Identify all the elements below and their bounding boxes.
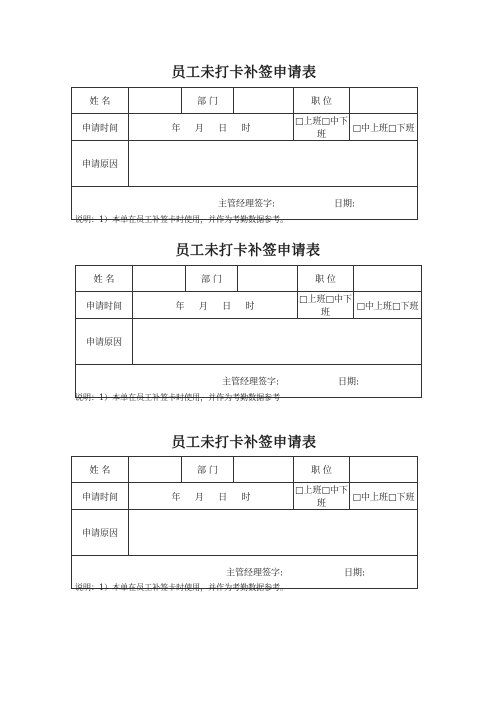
apply-time-label: 申请时间 bbox=[72, 483, 129, 510]
position-input-cell[interactable] bbox=[350, 88, 418, 114]
dept-input-cell[interactable] bbox=[238, 266, 298, 292]
shift-options-a[interactable]: □上班□中下班 bbox=[298, 292, 354, 319]
shift-options-b[interactable]: □中上班□下班 bbox=[354, 292, 422, 319]
name-label: 姓 名 bbox=[76, 266, 133, 292]
form-table bbox=[75, 265, 422, 398]
date-label: 日期: bbox=[334, 199, 356, 210]
form-title: 员工未打卡补签申请表 bbox=[171, 65, 317, 81]
form-note: 说明：1）本单在员工补签卡时使用，并作为考勤数据参考。 bbox=[75, 583, 289, 592]
reason-label: 申请原因 bbox=[72, 141, 129, 187]
position-label: 职 位 bbox=[298, 266, 354, 292]
position-input-cell[interactable] bbox=[350, 457, 418, 483]
shift-options-b[interactable]: □中上班□下班 bbox=[350, 114, 418, 141]
reason-label: 申请原因 bbox=[72, 510, 129, 556]
date-label: 日期: bbox=[338, 377, 360, 388]
form-note: 说明：1）本单在员工补签卡时使用，并作为考勤数据参考 bbox=[75, 393, 281, 402]
name-input-cell[interactable] bbox=[129, 88, 182, 114]
form-2 bbox=[75, 240, 421, 406]
form-table bbox=[71, 456, 418, 589]
shift-options-a[interactable]: □上班□中下班 bbox=[294, 483, 350, 510]
shift-options-a[interactable]: □上班□中下班 bbox=[294, 114, 350, 141]
apply-time-label: 申请时间 bbox=[76, 292, 133, 319]
form-table bbox=[71, 87, 418, 220]
position-label: 职 位 bbox=[294, 88, 350, 114]
reason-label: 申请原因 bbox=[76, 319, 133, 365]
position-input-cell[interactable] bbox=[354, 266, 422, 292]
reason-input-cell[interactable] bbox=[129, 141, 418, 187]
name-label: 姓 名 bbox=[72, 88, 129, 114]
form-note: 说明：1）本单在员工补签卡时使用，并作为考勤数据参考。 bbox=[75, 215, 289, 224]
date-label: 日期: bbox=[344, 568, 366, 579]
name-label: 姓 名 bbox=[72, 457, 129, 483]
apply-date-field[interactable]: 年 月 日 时 bbox=[129, 483, 294, 510]
dept-label: 部 门 bbox=[182, 457, 234, 483]
reason-input-cell[interactable] bbox=[129, 510, 418, 556]
apply-date-field[interactable]: 年 月 日 时 bbox=[129, 114, 294, 141]
form-1 bbox=[71, 62, 417, 228]
form-title: 员工未打卡补签申请表 bbox=[171, 435, 317, 451]
manager-sign-label: 主管经理签字: bbox=[218, 199, 276, 210]
shift-options-b[interactable]: □中上班□下班 bbox=[350, 483, 418, 510]
form-title: 员工未打卡补签申请表 bbox=[175, 243, 321, 259]
dept-label: 部 门 bbox=[186, 266, 238, 292]
reason-input-cell[interactable] bbox=[133, 319, 422, 365]
apply-time-label: 申请时间 bbox=[72, 114, 129, 141]
apply-date-field[interactable]: 年 月 日 时 bbox=[133, 292, 298, 319]
dept-label: 部 门 bbox=[182, 88, 234, 114]
manager-sign-label: 主管经理签字: bbox=[226, 568, 284, 579]
dept-input-cell[interactable] bbox=[234, 457, 294, 483]
name-input-cell[interactable] bbox=[133, 266, 186, 292]
manager-sign-label: 主管经理签字: bbox=[222, 377, 280, 388]
form-3 bbox=[71, 432, 417, 598]
dept-input-cell[interactable] bbox=[234, 88, 294, 114]
position-label: 职 位 bbox=[294, 457, 350, 483]
name-input-cell[interactable] bbox=[129, 457, 182, 483]
